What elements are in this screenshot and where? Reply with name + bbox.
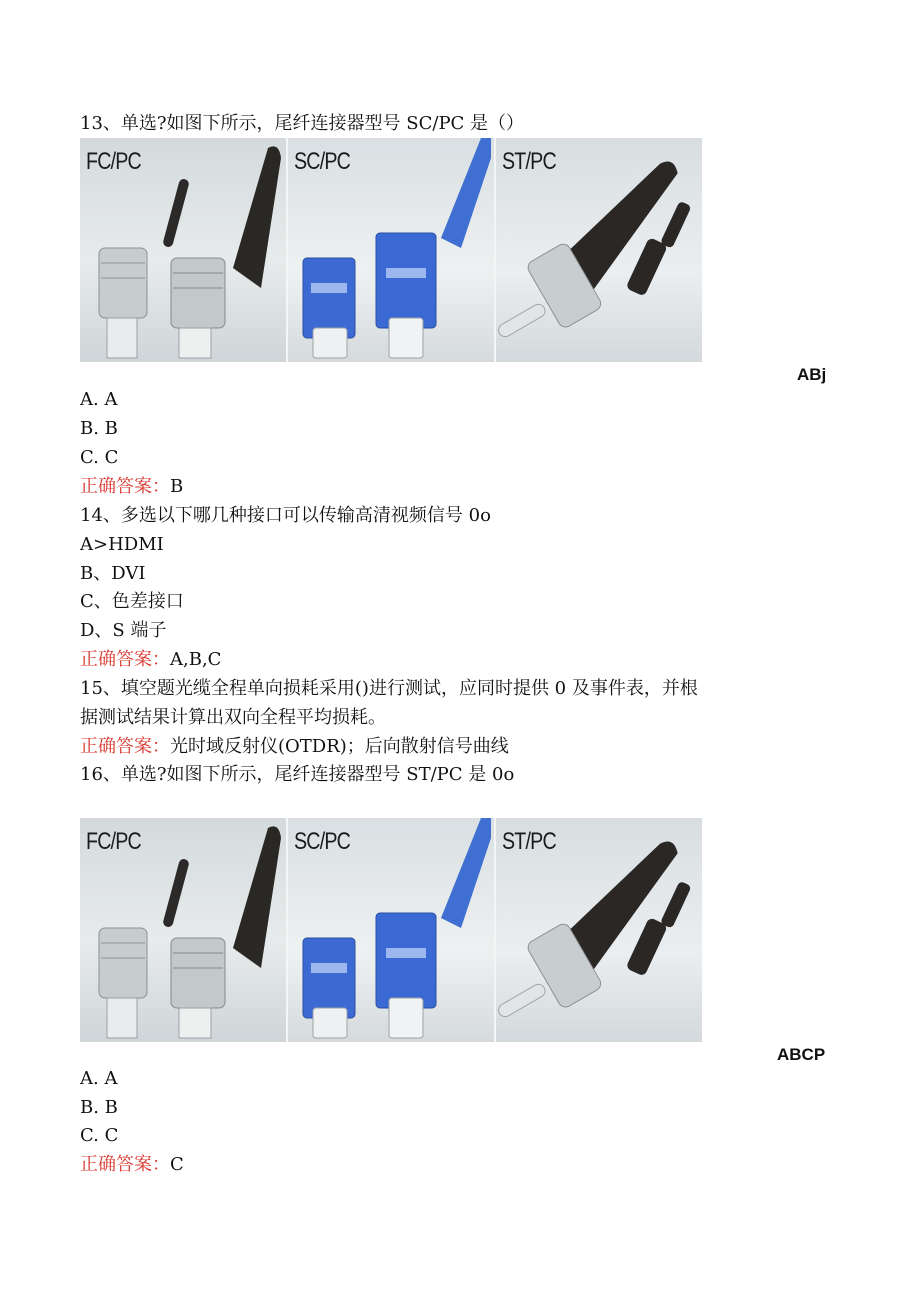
st-pc-label: ST/PC xyxy=(502,828,556,855)
q13-answer-value: B xyxy=(170,476,184,497)
fc-pc-label: FC/PC xyxy=(86,828,141,855)
q16-option-c: C. C xyxy=(80,1125,119,1146)
q13-answer-label: 正确答案： xyxy=(80,476,170,497)
q15-stem-line1: 15、填空题光缆全程单向损耗采用()进行测试，应同时提供 0 及事件表，并根 xyxy=(80,678,698,699)
q14-option-b: B、DVI xyxy=(80,563,146,584)
q13-option-b: B. B xyxy=(80,418,118,439)
q13-figure-tag: ABj xyxy=(797,365,827,384)
q14-option-d: D、S 端子 xyxy=(80,620,167,641)
fc-pc-panel xyxy=(80,138,286,362)
q13-option-a: A. A xyxy=(80,389,118,410)
sc-pc-panel xyxy=(286,818,494,1042)
sc-pc-label: SC/PC xyxy=(294,828,351,855)
q14-option-c: C、色差接口 xyxy=(80,591,184,612)
q14-answer-value: A,B,C xyxy=(170,649,222,670)
fc-pc-label: FC/PC xyxy=(86,148,141,175)
q15-answer-value: 光时域反射仪(OTDR)；后向散射信号曲线 xyxy=(170,736,509,757)
q14-stem: 14、多选以下哪几种接口可以传输高清视频信号 0o xyxy=(80,505,491,526)
q13-connector-figure xyxy=(80,138,702,362)
fc-pc-panel xyxy=(80,818,286,1042)
q15-answer xyxy=(80,734,509,760)
q13-option-c: C. C xyxy=(80,447,119,468)
q16-connector-figure xyxy=(80,818,702,1042)
q14-answer-label: 正确答案： xyxy=(80,649,170,670)
fc-pc-connector-image xyxy=(80,138,286,362)
st-pc-panel xyxy=(494,138,702,362)
fc-pc-connector-image xyxy=(80,818,286,1042)
q14-option-a: A>HDMI xyxy=(80,534,164,555)
q15-answer-label: 正确答案： xyxy=(80,736,170,757)
q16-stem: 16、单选?如图下所示，尾纤连接器型号 ST/PC 是 0o xyxy=(80,764,515,785)
q16-option-b: B. B xyxy=(80,1097,118,1118)
st-pc-panel xyxy=(494,818,702,1042)
st-pc-connector-image xyxy=(496,138,702,362)
sc-pc-connector-image xyxy=(288,818,494,1042)
st-pc-connector-image xyxy=(496,818,702,1042)
q15-stem-line2: 据测试结果计算出双向全程平均损耗。 xyxy=(80,707,386,728)
sc-pc-label: SC/PC xyxy=(294,148,351,175)
q14-answer xyxy=(80,647,221,673)
st-pc-label: ST/PC xyxy=(502,148,556,175)
q13-answer xyxy=(80,474,183,500)
q16-answer-label: 正确答案： xyxy=(80,1154,170,1175)
sc-pc-connector-image xyxy=(288,138,494,362)
q13-stem: 13、单选?如图下所示，尾纤连接器型号 SC/PC 是（） xyxy=(80,113,525,134)
q16-figure-tag: ABCP xyxy=(777,1045,826,1064)
q16-option-a: A. A xyxy=(80,1068,118,1089)
q16-answer-value: C xyxy=(170,1154,184,1175)
q16-answer xyxy=(80,1152,184,1178)
sc-pc-panel xyxy=(286,138,494,362)
